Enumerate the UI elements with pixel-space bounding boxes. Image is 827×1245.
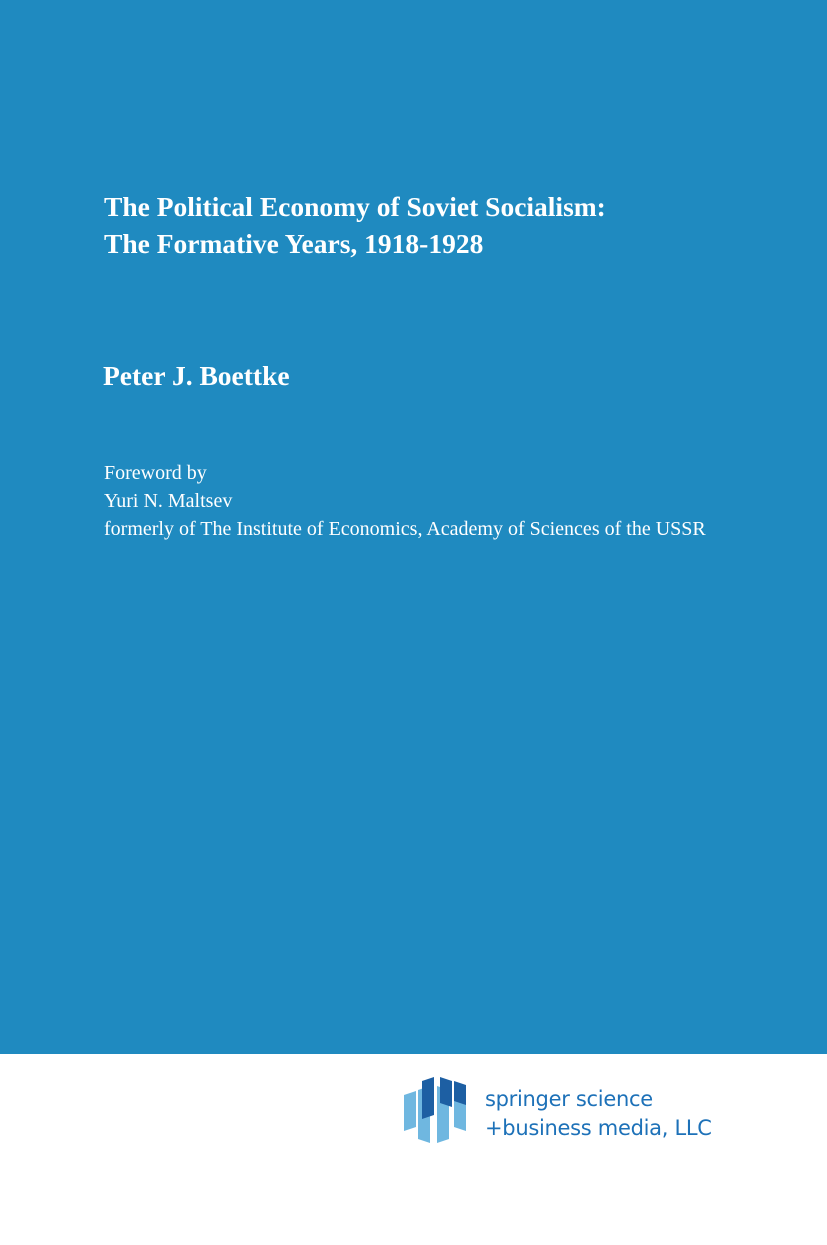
book-author: Peter J. Boettke xyxy=(103,360,290,391)
foreword-author: Yuri N. Maltsev xyxy=(104,490,233,512)
book-title xyxy=(104,188,606,262)
foreword-block xyxy=(104,459,706,543)
springer-book-logo-icon xyxy=(404,1077,468,1143)
book-title-line-2: The Formative Years, 1918-1928 xyxy=(104,228,484,259)
foreword-affiliation: formerly of The Institute of Economics, Academy of Sciences of the USSR xyxy=(104,518,706,540)
publisher-imprint xyxy=(404,1077,734,1147)
foreword-label: Foreword by xyxy=(104,462,207,484)
publisher-name-line-1: springer science xyxy=(485,1087,653,1111)
publisher-name xyxy=(485,1085,712,1143)
book-title-line-1: The Political Economy of Soviet Socialism: xyxy=(104,191,606,222)
publisher-name-line-2: +business media, LLC xyxy=(485,1116,712,1140)
